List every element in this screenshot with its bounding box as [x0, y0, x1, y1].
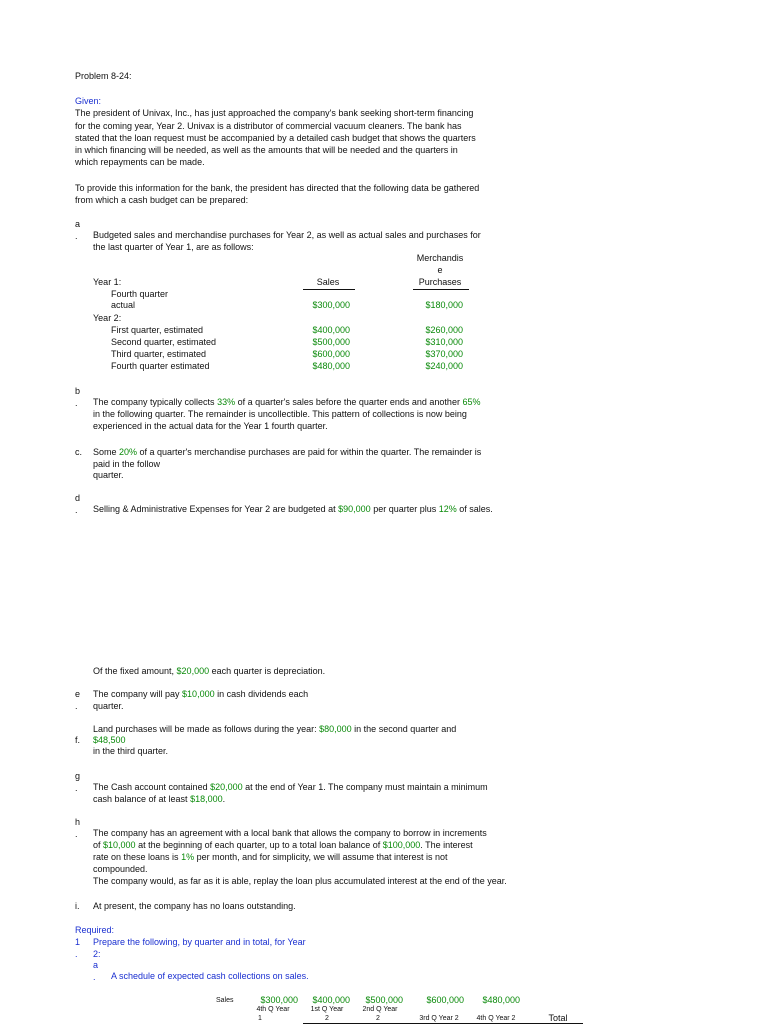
item-g-letter: g: [75, 771, 81, 781]
directive-line: To provide this information for the bank, the president has directed that the following data be gathered: [75, 183, 480, 193]
sales-value: $500,000: [312, 337, 350, 347]
purchases-value: $260,000: [425, 325, 463, 335]
col-header-sales: Sales: [316, 277, 340, 287]
item-g-dot: .: [75, 783, 78, 793]
row-label: actual: [111, 300, 136, 310]
item-a-text: Budgeted sales and merchandise purchases for Year 2, as well as actual sales and purchases for: [93, 230, 481, 240]
purchases-value: $310,000: [425, 337, 463, 347]
item-i-letter: i.: [75, 901, 80, 911]
sales-value: $480,000: [312, 361, 350, 371]
item-a-dot: .: [75, 231, 78, 241]
item-e-text: The company will pay $10,000 in cash dividends each: [93, 689, 309, 699]
item-e-dot: .: [75, 701, 78, 711]
item-f-letter: f.: [75, 735, 81, 745]
item-g-text: cash balance of at least $18,000.: [93, 794, 226, 804]
item-e-text: quarter.: [93, 701, 124, 711]
problem-title: Problem 8-24:: [75, 71, 132, 81]
item-c-letter: c.: [75, 447, 83, 457]
row-label: Fourth quarter estimated: [111, 361, 210, 371]
merch-underline: [413, 289, 469, 290]
item-h-letter: h: [75, 817, 81, 827]
schedule-value: $480,000: [482, 995, 520, 1005]
item-b-dot: .: [75, 398, 78, 408]
item-h-text: compounded.: [93, 864, 148, 874]
row-label: First quarter, estimated: [111, 325, 204, 335]
item-e-letter: e: [75, 689, 81, 699]
purchases-value: $370,000: [425, 349, 463, 359]
directive-line: from which a cash budget can be prepared:: [75, 195, 249, 205]
sales-value: $400,000: [312, 325, 350, 335]
required-label: Required:: [75, 925, 115, 935]
schedule-header-total: Total: [548, 1013, 568, 1023]
schedule-header: 1st Q Year: [310, 1006, 344, 1013]
row-label: Second quarter, estimated: [111, 337, 217, 347]
item-b-text: The company typically collects 33% of a quarter's sales before the quarter ends and another 65%: [93, 397, 481, 407]
schedule-value: $600,000: [426, 995, 464, 1005]
schedule-value: $400,000: [312, 995, 350, 1005]
col-header-merch: e: [437, 265, 443, 275]
intro-line: in which financing will be needed, as well as the amounts that will be needed and the quarters in: [75, 145, 458, 155]
item-i-text: At present, the company has no loans outstanding.: [93, 901, 296, 911]
year2-label: Year 2:: [93, 313, 122, 323]
item-h-text: of $10,000 at the beginning of each quarter, up to a total loan balance of $100,000. The interest: [93, 840, 473, 850]
purchases-value: $240,000: [425, 361, 463, 371]
item-d-fixed: Of the fixed amount, $20,000 each quarter is depreciation.: [93, 666, 326, 676]
schedule-value: $500,000: [365, 995, 403, 1005]
item-f-text: Land purchases will be made as follows during the year: $80,000 in the second quarter and: [93, 724, 457, 734]
req1-text: 2:: [93, 949, 101, 959]
item-b-letter: b: [75, 386, 81, 396]
req1-dot: .: [75, 949, 78, 959]
schedule-header: 4th Q Year 2: [476, 1015, 516, 1022]
req1-text: Prepare the following, by quarter and in total, for Year: [93, 937, 306, 947]
col-header-merch: Purchases: [418, 277, 462, 287]
schedule-header: 2: [325, 1015, 329, 1022]
item-h-text: rate on these loans is 1% per month, and for simplicity, we will assume that interest is not: [93, 852, 448, 862]
row-label: Third quarter, estimated: [111, 349, 207, 359]
schedule-header: 3rd Q Year 2: [419, 1015, 459, 1022]
item-b-text: in the following quarter. The remainder is uncollectible. This pattern of collections is now being: [93, 409, 467, 419]
item-h-text: The company would, as far as it is able, replay the loan plus accumulated interest at the end of the year.: [93, 876, 507, 886]
purchases-value: $180,000: [425, 300, 463, 310]
item-h-dot: .: [75, 829, 78, 839]
req1-sub-dot: .: [93, 972, 96, 982]
item-d-letter: d: [75, 493, 81, 503]
schedule-header: 1: [258, 1015, 262, 1022]
item-c-text: quarter.: [93, 470, 124, 480]
item-c-text: paid in the follow: [93, 459, 161, 469]
intro-line: The president of Univax, Inc., has just approached the company's bank seeking short-term financing: [75, 108, 474, 118]
item-g-text: The Cash account contained $20,000 at the end of Year 1. The company must maintain a minimum: [93, 782, 488, 792]
col-header-merch: Merchandis: [416, 253, 464, 263]
intro-line: stated that the loan request must be accompanied by a detailed cash budget that shows the quarters: [75, 133, 476, 143]
item-a-letter: a: [75, 219, 81, 229]
sales-underline: [303, 289, 355, 290]
given-label: Given:: [75, 96, 102, 106]
sales-value: $300,000: [312, 300, 350, 310]
item-d-text: Selling & Administrative Expenses for Year 2 are budgeted at $90,000 per quarter plus 12% of sales.: [93, 504, 493, 514]
schedule-header: 4th Q Year: [256, 1006, 290, 1013]
item-d-dot: .: [75, 505, 78, 515]
sales-value: $600,000: [312, 349, 350, 359]
schedule-value: $300,000: [260, 995, 298, 1005]
row-label: Fourth quarter: [111, 289, 169, 299]
item-b-text: experienced in the actual data for the Year 1 fourth quarter.: [93, 421, 328, 431]
item-f-amount: $48,500: [93, 735, 126, 745]
schedule-header: 2nd Q Year: [362, 1006, 398, 1013]
item-a-text: the last quarter of Year 1, are as follows:: [93, 242, 254, 252]
req1-sub-text: A schedule of expected cash collections on sales.: [111, 971, 309, 981]
intro-line: for the coming year, Year 2. Univax is a distributor of commercial vacuum cleaners. The bank has: [75, 121, 462, 131]
schedule-row-label: Sales: [216, 997, 234, 1004]
req1-sub-letter: a: [93, 960, 99, 970]
req1-num: 1: [75, 937, 81, 947]
year1-label: Year 1:: [93, 277, 122, 287]
item-f-text: in the third quarter.: [93, 746, 169, 756]
intro-line: which repayments can be made.: [75, 157, 205, 167]
schedule-header: 2: [376, 1015, 380, 1022]
item-c-text: Some 20% of a quarter's merchandise purchases are paid for within the quarter. The remainder is: [93, 447, 482, 457]
item-h-text: The company has an agreement with a local bank that allows the company to borrow in increments: [93, 828, 487, 838]
